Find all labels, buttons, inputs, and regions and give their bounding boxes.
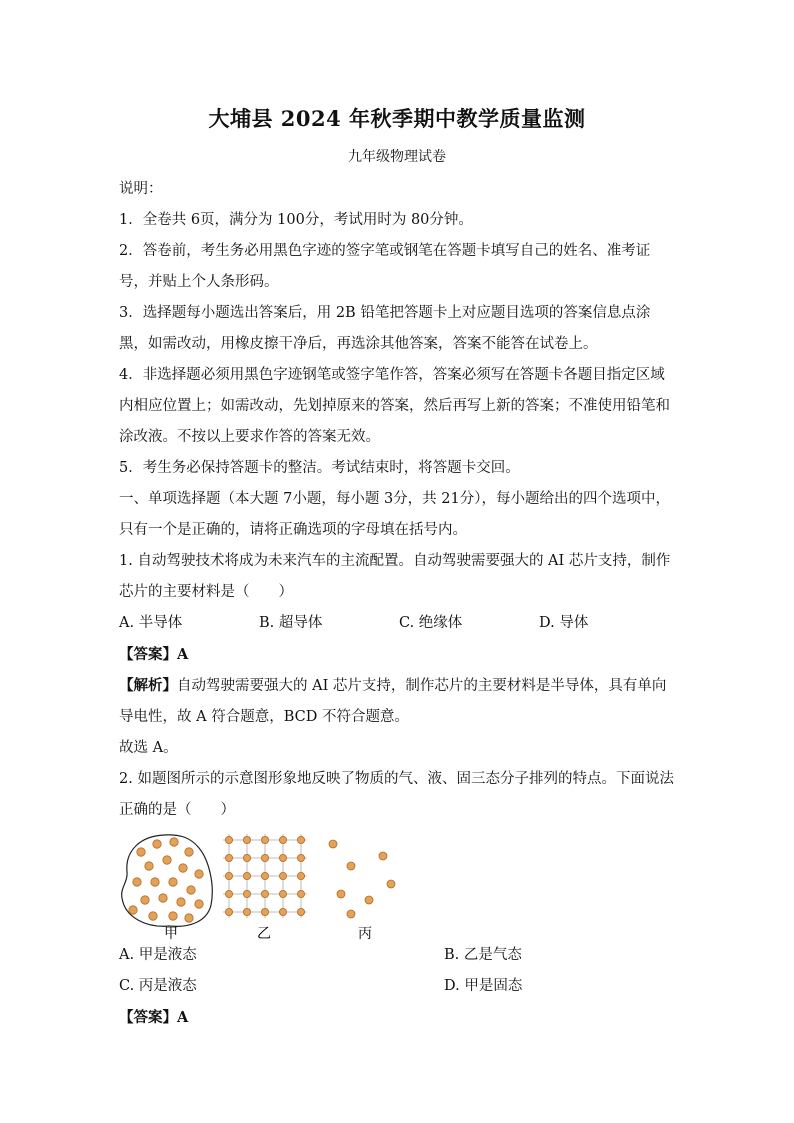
liquid-molecule — [169, 878, 177, 886]
exam-title: 大埔县 2024 年秋季期中教学质量监测 — [208, 106, 586, 131]
option-b: B. 超导体 — [259, 615, 323, 631]
conclusion-line: 故选 A。 — [119, 740, 178, 756]
section-heading: 一、单项选择题（本大题 7小题，每小题 3分，共 21分），每小题给出的四个选项中，只有一个是正确的，请将正确选项的字母填在括号内。 — [119, 491, 670, 538]
instruction-item: 3．选择题每小题选出答案后，用 2B 铅笔把答题卡上对应题目选项的答案信息点涂黑，如需改动，用橡皮擦干净后，再选涂其他答案，答案不能答在试卷上。 — [119, 305, 651, 352]
liquid-molecule — [149, 912, 157, 920]
figure-label-jia: 甲 — [164, 926, 178, 940]
option-b: B. 乙是气态 — [444, 947, 522, 963]
solid-molecule — [243, 854, 250, 861]
liquid-molecule — [195, 900, 203, 908]
solid-molecule — [261, 908, 268, 915]
liquid-molecule — [151, 878, 159, 886]
solid-molecule — [225, 836, 232, 843]
figure-label-bing: 丙 — [358, 926, 372, 940]
liquid-molecule — [129, 906, 137, 914]
liquid-molecule — [133, 878, 141, 886]
solid-molecule — [225, 908, 232, 915]
solid-molecule — [225, 854, 232, 861]
analysis-paragraph — [119, 670, 679, 733]
question-options-row-2 — [119, 971, 679, 1002]
exam-body — [119, 174, 679, 1033]
solid-molecule — [279, 890, 286, 897]
question-options — [119, 608, 679, 639]
solid-molecule — [243, 872, 250, 879]
liquid-molecule — [177, 898, 185, 906]
solid-molecule — [225, 872, 232, 879]
figure-label-yi: 乙 — [257, 926, 271, 940]
liquid-molecules — [129, 838, 203, 922]
gas-molecule — [387, 880, 395, 888]
exam-subtitle: 九年级物理试卷 — [348, 149, 446, 165]
question-stem: 1. 自动驾驶技术将成为未来汽车的主流配置。自动驾驶需要强大的 AI 芯片支持，制作芯片的主要材料是（ ） — [119, 553, 671, 600]
solid-molecule — [279, 872, 286, 879]
solid-molecule — [297, 890, 304, 897]
solid-molecule — [243, 836, 250, 843]
liquid-molecule — [145, 862, 153, 870]
option-a: A. 半导体 — [119, 615, 183, 631]
analysis-text: 自动驾驶需要强大的 AI 芯片支持，制作芯片的主要材料是半导体，具有单向导电性，故 A 符合题意，BCD 不符合题意。 — [119, 678, 667, 725]
gas-molecule — [329, 840, 337, 848]
option-d: D. 导体 — [539, 615, 589, 631]
solid-molecule — [279, 854, 286, 861]
liquid-molecule — [185, 848, 193, 856]
liquid-molecule — [179, 864, 187, 872]
answer-line: 【答案】A — [119, 1009, 189, 1026]
analysis-label: 【解析】 — [119, 677, 177, 694]
gas-molecule — [379, 852, 387, 860]
solid-molecule — [297, 836, 304, 843]
option-c: C. 丙是液态 — [119, 978, 197, 994]
instruction-item: 5．考生务必保持答题卡的整洁。考试结束时，将答题卡交回。 — [119, 460, 520, 476]
liquid-molecule — [163, 856, 171, 864]
solid-molecule — [279, 836, 286, 843]
gas-molecules — [329, 840, 395, 918]
solid-molecule — [297, 872, 304, 879]
gas-molecule — [365, 896, 373, 904]
solid-molecule — [225, 890, 232, 897]
answer-line: 【答案】A — [119, 646, 189, 663]
solid-molecule — [261, 836, 268, 843]
liquid-molecule — [187, 886, 195, 894]
question-stem: 2. 如题图所示的示意图形象地反映了物质的气、液、固三态分子排列的特点。下面说法正确的是（ ） — [119, 771, 674, 818]
liquid-molecule — [153, 840, 161, 848]
option-d: D. 甲是固态 — [444, 978, 523, 994]
option-a: A. 甲是液态 — [119, 947, 197, 963]
solid-molecule — [243, 890, 250, 897]
instruction-item: 1．全卷共 6页，满分为 100分，考试用时为 80分钟。 — [119, 212, 473, 228]
liquid-molecule — [169, 912, 177, 920]
solid-molecule — [297, 854, 304, 861]
liquid-molecule — [185, 914, 193, 922]
solid-molecule — [297, 908, 304, 915]
liquid-molecule — [195, 870, 203, 878]
solid-molecule — [279, 908, 286, 915]
instruction-item: 4．非选择题必须用黑色字迹钢笔或签字笔作答，答案必须写在答题卡各题目指定区域内相应位置上；如需改动，先划掉原来的答案，然后再写上新的答案；不准使用铅笔和涂改液。不按以上要求作答的答案无效。 — [119, 367, 670, 445]
liquid-molecule — [159, 894, 167, 902]
question-options-row-1 — [119, 940, 679, 971]
molecule-diagram — [119, 830, 419, 940]
liquid-molecule — [141, 896, 149, 904]
states-of-matter-figure — [119, 830, 679, 940]
liquid-molecule — [170, 838, 178, 846]
solid-molecule — [243, 908, 250, 915]
solid-molecule — [261, 890, 268, 897]
option-c: C. 绝缘体 — [399, 615, 463, 631]
instruction-item: 2．答卷前，考生务必用黑色字迹的签字笔或钢笔在答题卡填写自己的姓名、准考证号，并贴上个人条形码。 — [119, 243, 651, 290]
solid-molecule — [261, 872, 268, 879]
gas-molecule — [337, 890, 345, 898]
instructions-heading: 说明： — [119, 181, 163, 197]
gas-molecule — [347, 910, 355, 918]
liquid-molecule — [137, 848, 145, 856]
solid-molecule — [261, 854, 268, 861]
gas-molecule — [347, 862, 355, 870]
